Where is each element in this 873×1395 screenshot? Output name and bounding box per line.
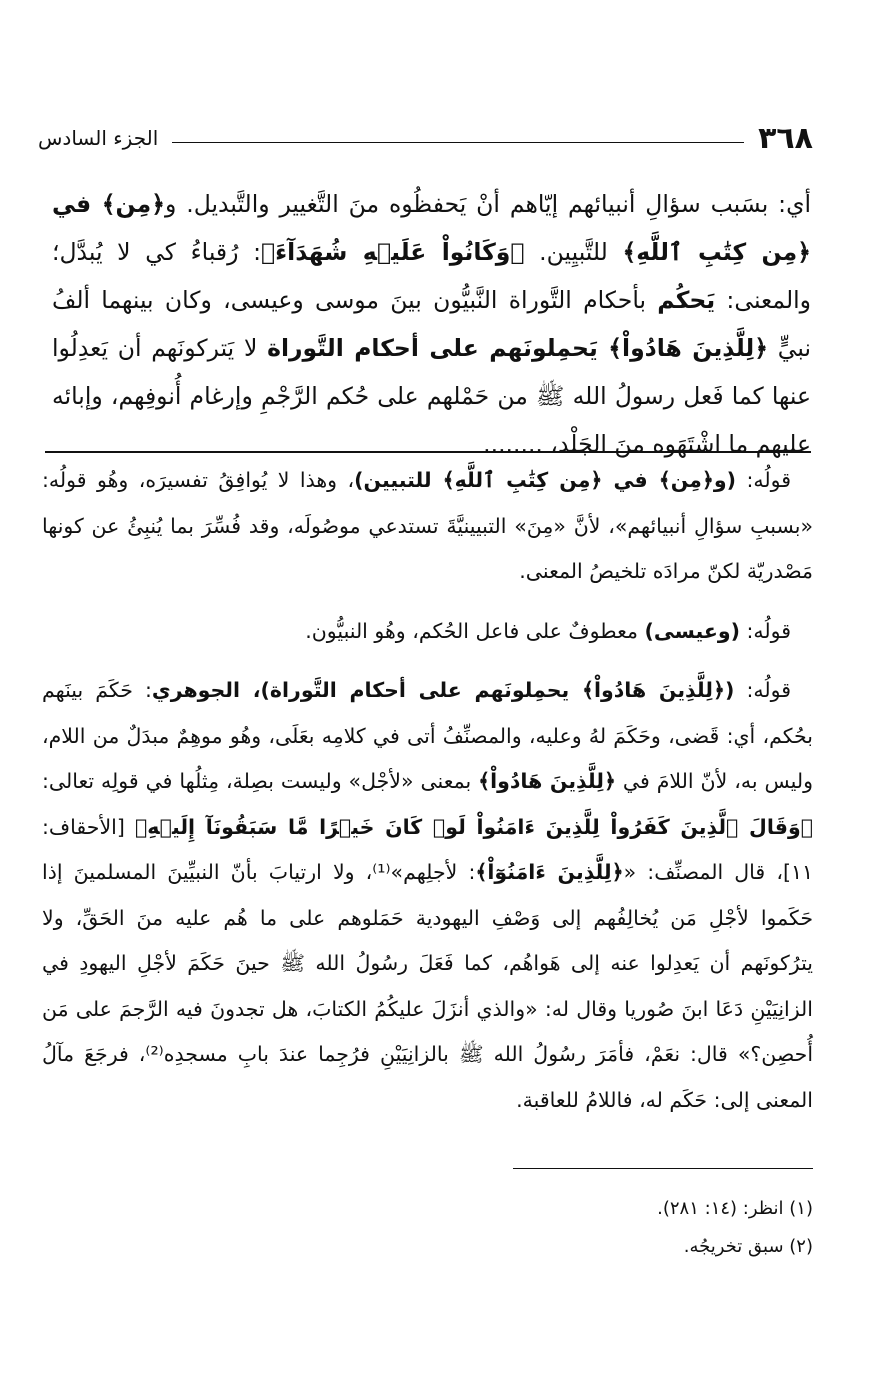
commentary-paragraph bbox=[42, 458, 813, 595]
quran-quote: ﴿لِلَّذِينَ هَادُواْ﴾ bbox=[478, 769, 616, 793]
page-number: ٣٦٨ bbox=[758, 120, 813, 156]
quran-quote: ﴿وَكَانُواْ عَلَيۡهِ شُهَدَآءَ﴾ bbox=[261, 238, 525, 266]
commentary-paragraph bbox=[42, 668, 813, 1123]
commentary-lemma: (و﴿مِن﴾ في ﴿مِن كِتَٰبِ ٱللَّهِ﴾ للتبيين) bbox=[354, 468, 736, 492]
quran-quote: ﴿لِلَّذِينَ ءَامَنُوٓاْ﴾ bbox=[475, 860, 624, 884]
main-text-segment: لا يَتركونَهم أن يَعدِلُوا عنها كما فَعل رسولُ الله ﷺ من حَمْلهم على حُكم الرَّجْمِ وإرغام أُنوفِهم، وإبائه عليهم ما اشْتَهَوه منَ الجَلْد، ........ bbox=[52, 334, 811, 458]
footnote-rule bbox=[513, 1168, 813, 1169]
footnotes bbox=[300, 1190, 813, 1266]
commentary-lemma: (﴿لِلَّذِينَ هَادُواْ﴾ يحمِلونَهم على أحكام التَّوراة)، الجوهري bbox=[151, 678, 735, 702]
header-rule bbox=[172, 142, 744, 143]
main-text-segment: بأحكام التَّوراة النَّبيُّون بينَ موسى وعيسى، وكان بينهما ألفُ نبيٍّ bbox=[52, 286, 811, 362]
commentary-text: بمعنى «لأجْل» وليست بصِلة، مِثلُها في قولِه تعالى: bbox=[42, 769, 479, 793]
commentary-text: [الأحقاف: ١١]، قال المصنِّف: « bbox=[42, 814, 813, 884]
commentary-text: : لأجلِهم»⁽¹⁾، ولا ارتيابَ بأنّ النبيِّينَ المسلمينَ إذا حَكَموا لأجْلِ مَن يُخالِفُهم إلى وَصْفِ اليهودية حَمَلوهم على ما هُم عليه منَ الحَقِّ، ولا يترُكونَهم أن يَعدِلوا عنه إلى هَواهُم، كما فَعَلَ رسُولُ الله ﷺ حينَ حَكَمَ لأجْلِ اليهودِ في الزانِيَيْنِ دَعَا ابنَ صُوريا وقال له: «والذي أنزَلَ عليكُمُ الكتابَ، هل تجدونَ فيه الرَّجمَ على مَن أُحصِن؟» قال: نعَمْ، فأمَرَ رسُولُ الله ﷺ بالزانِيَيْنِ فرُجِما عندَ بابِ مسجدِه⁽²⁾، فرجَعَ مآلُ المعنى إلى: حَكَم له، فاللامُ للعاقبة. bbox=[42, 860, 814, 1112]
text-divider bbox=[45, 451, 811, 453]
main-text-segment: : رُقباءُ كي لا يُبدَّل؛ والمعنى: bbox=[52, 238, 811, 314]
commentary-paragraph bbox=[42, 609, 813, 655]
commentary-lemma: (وعيسى) bbox=[644, 618, 740, 643]
commentary-text: قولُه: bbox=[736, 468, 791, 492]
main-paragraph bbox=[52, 180, 811, 468]
commentary-text: قولُه: bbox=[739, 618, 791, 643]
commentary-text: قولُه: bbox=[734, 678, 791, 702]
commentary bbox=[42, 458, 813, 1137]
commentary-text: معطوفٌ على فاعل الحُكم، وهُو النبيُّون. bbox=[305, 618, 645, 643]
footnote-1: (١) انظر: (١٤: ٢٨١). bbox=[657, 1198, 813, 1219]
quran-quote: يَحكُم bbox=[657, 286, 716, 314]
main-text-segment: أي: بسَبب سؤالِ أنبيائهم إيّاهم أنْ يَحفظُوه منَ التَّغيير والتَّبديل. و bbox=[165, 190, 811, 218]
main-text-segment: للتَّبيِين. bbox=[524, 238, 623, 266]
commentary-text: ، وهذا لا يُوافِقُ تفسيرَه، وهُو قولُه: «بسببِ سؤالِ أنبيائهم»، لأنَّ «مِنَ» التبيينيَّةَ تستدعي موصُولَه، وقد فُسِّرَ بما يُنبِئُ عن كونها مَصْدريّة لكنّ مرادَه تلخيصُ المعنى. bbox=[42, 468, 813, 583]
commentary-text: : حَكَمَ بينَهم بحُكم، أي: قَضى، وحَكَمَ لهُ وعليه، والمصنِّفُ أتى في كلامِه بعَلَى، وهُو موهِمٌ مبدَلٌ من اللام، وليس به، لأنّ اللامَ في bbox=[42, 678, 813, 793]
quran-quote: ﴿وَقَالَ ٱلَّذِينَ كَفَرُواْ لِلَّذِينَ ءَامَنُواْ لَوۡ كَانَ خَيۡرًا مَّا سَبَقُونَآ إِلَيۡهِ﴾ bbox=[134, 814, 813, 839]
main-text bbox=[52, 180, 811, 468]
page-header bbox=[38, 118, 813, 158]
quran-quote: ﴿مِن﴾ في ﴿مِن كِتَٰبِ ٱللَّهِ﴾ bbox=[52, 190, 811, 266]
footnote-2: (٢) سبق تخريجُه. bbox=[683, 1236, 813, 1257]
quran-quote: ﴿لِلَّذِينَ هَادُواْ﴾ يَحمِلونَهم على أحكام التَّوراة bbox=[267, 334, 769, 362]
running-title: الجزء السادس bbox=[38, 126, 159, 150]
